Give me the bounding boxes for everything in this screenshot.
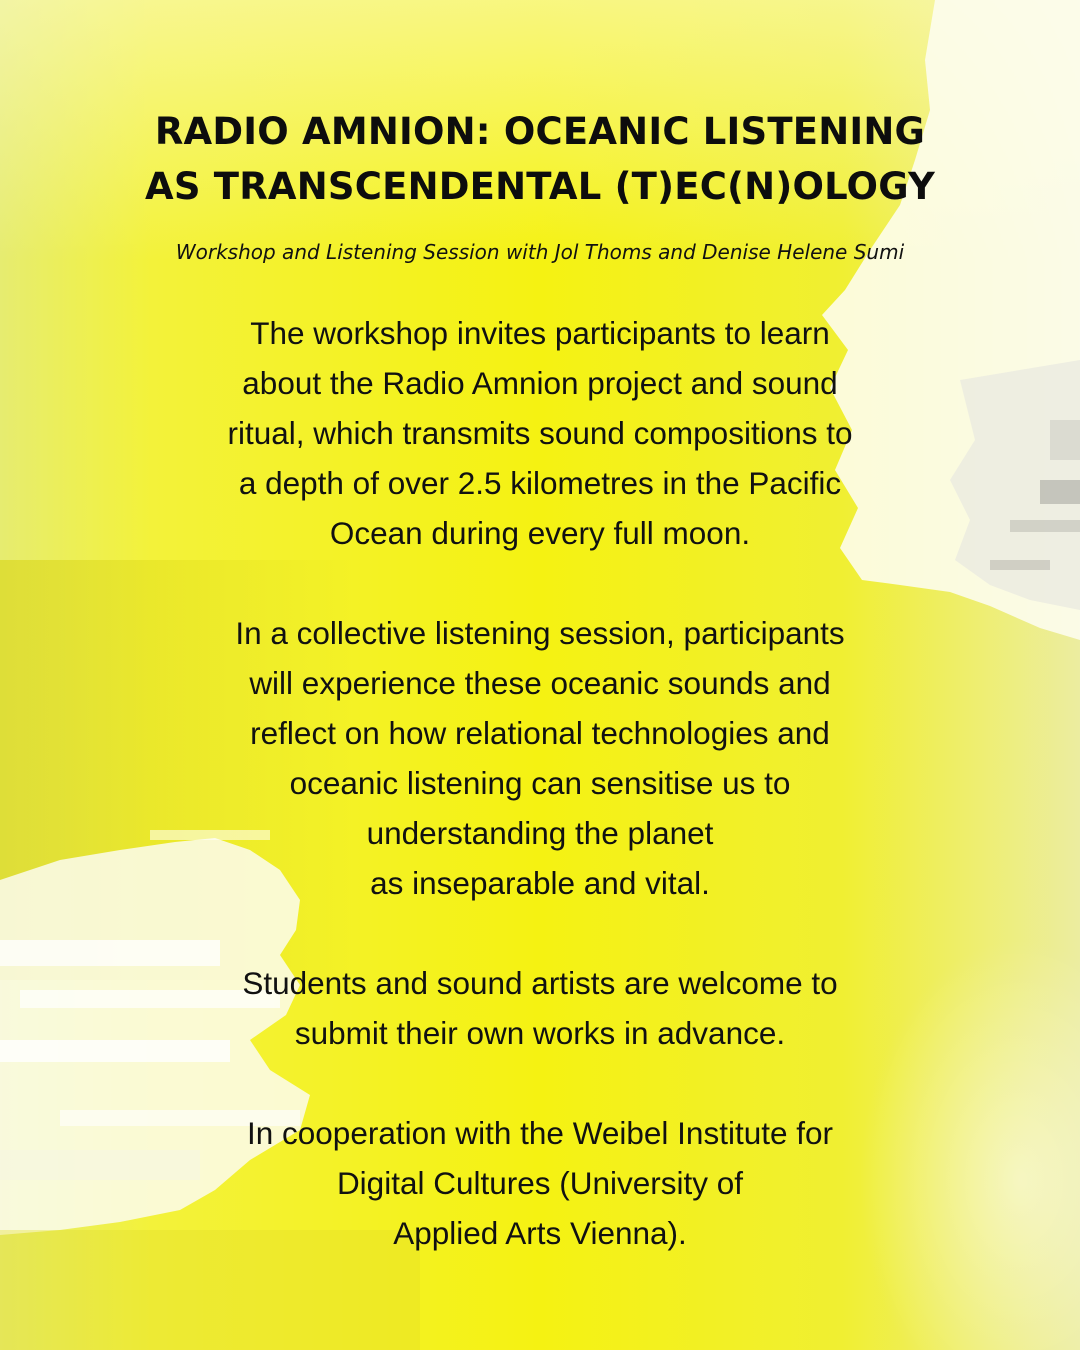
text-line: In cooperation with the Weibel Institute for — [247, 1115, 833, 1151]
event-description — [90, 308, 990, 1308]
event-subtitle: Workshop and Listening Session with Jol Thoms and Denise Helene Sumi — [175, 240, 905, 264]
title-line-1: RADIO AMNION: OCEANIC LISTENING — [154, 110, 926, 153]
text-line: submit their own works in advance. — [294, 1015, 786, 1051]
paragraph-submissions — [90, 958, 990, 1058]
text-line: Digital Cultures (University of — [336, 1165, 744, 1201]
text-line: a depth of over 2.5 kilometres in the Pacific — [238, 465, 842, 501]
text-line: The workshop invites participants to learn — [250, 315, 830, 351]
paragraph-cooperation — [90, 1108, 990, 1258]
text-line: reflect on how relational technologies and — [250, 715, 830, 751]
paragraph-listening-session — [90, 608, 990, 908]
text-line: ritual, which transmits sound compositions to — [227, 415, 853, 451]
paragraph-workshop — [90, 308, 990, 558]
text-line: Applied Arts Vienna). — [393, 1215, 687, 1251]
text-line: will experience these oceanic sounds and — [249, 665, 831, 701]
text-line: understanding the planet — [366, 815, 714, 851]
text-line: Students and sound artists are welcome to — [242, 965, 838, 1001]
text-line: oceanic listening can sensitise us to — [289, 765, 791, 801]
text-line: as inseparable and vital. — [370, 865, 710, 901]
text-line: In a collective listening session, participants — [235, 615, 845, 651]
title-line-2: AS TRANSCENDENTAL (T)EC(N)OLOGY — [145, 165, 935, 208]
text-line: about the Radio Amnion project and sound — [242, 365, 838, 401]
text-line: Ocean during every full moon. — [329, 515, 751, 551]
event-title — [40, 104, 1040, 214]
